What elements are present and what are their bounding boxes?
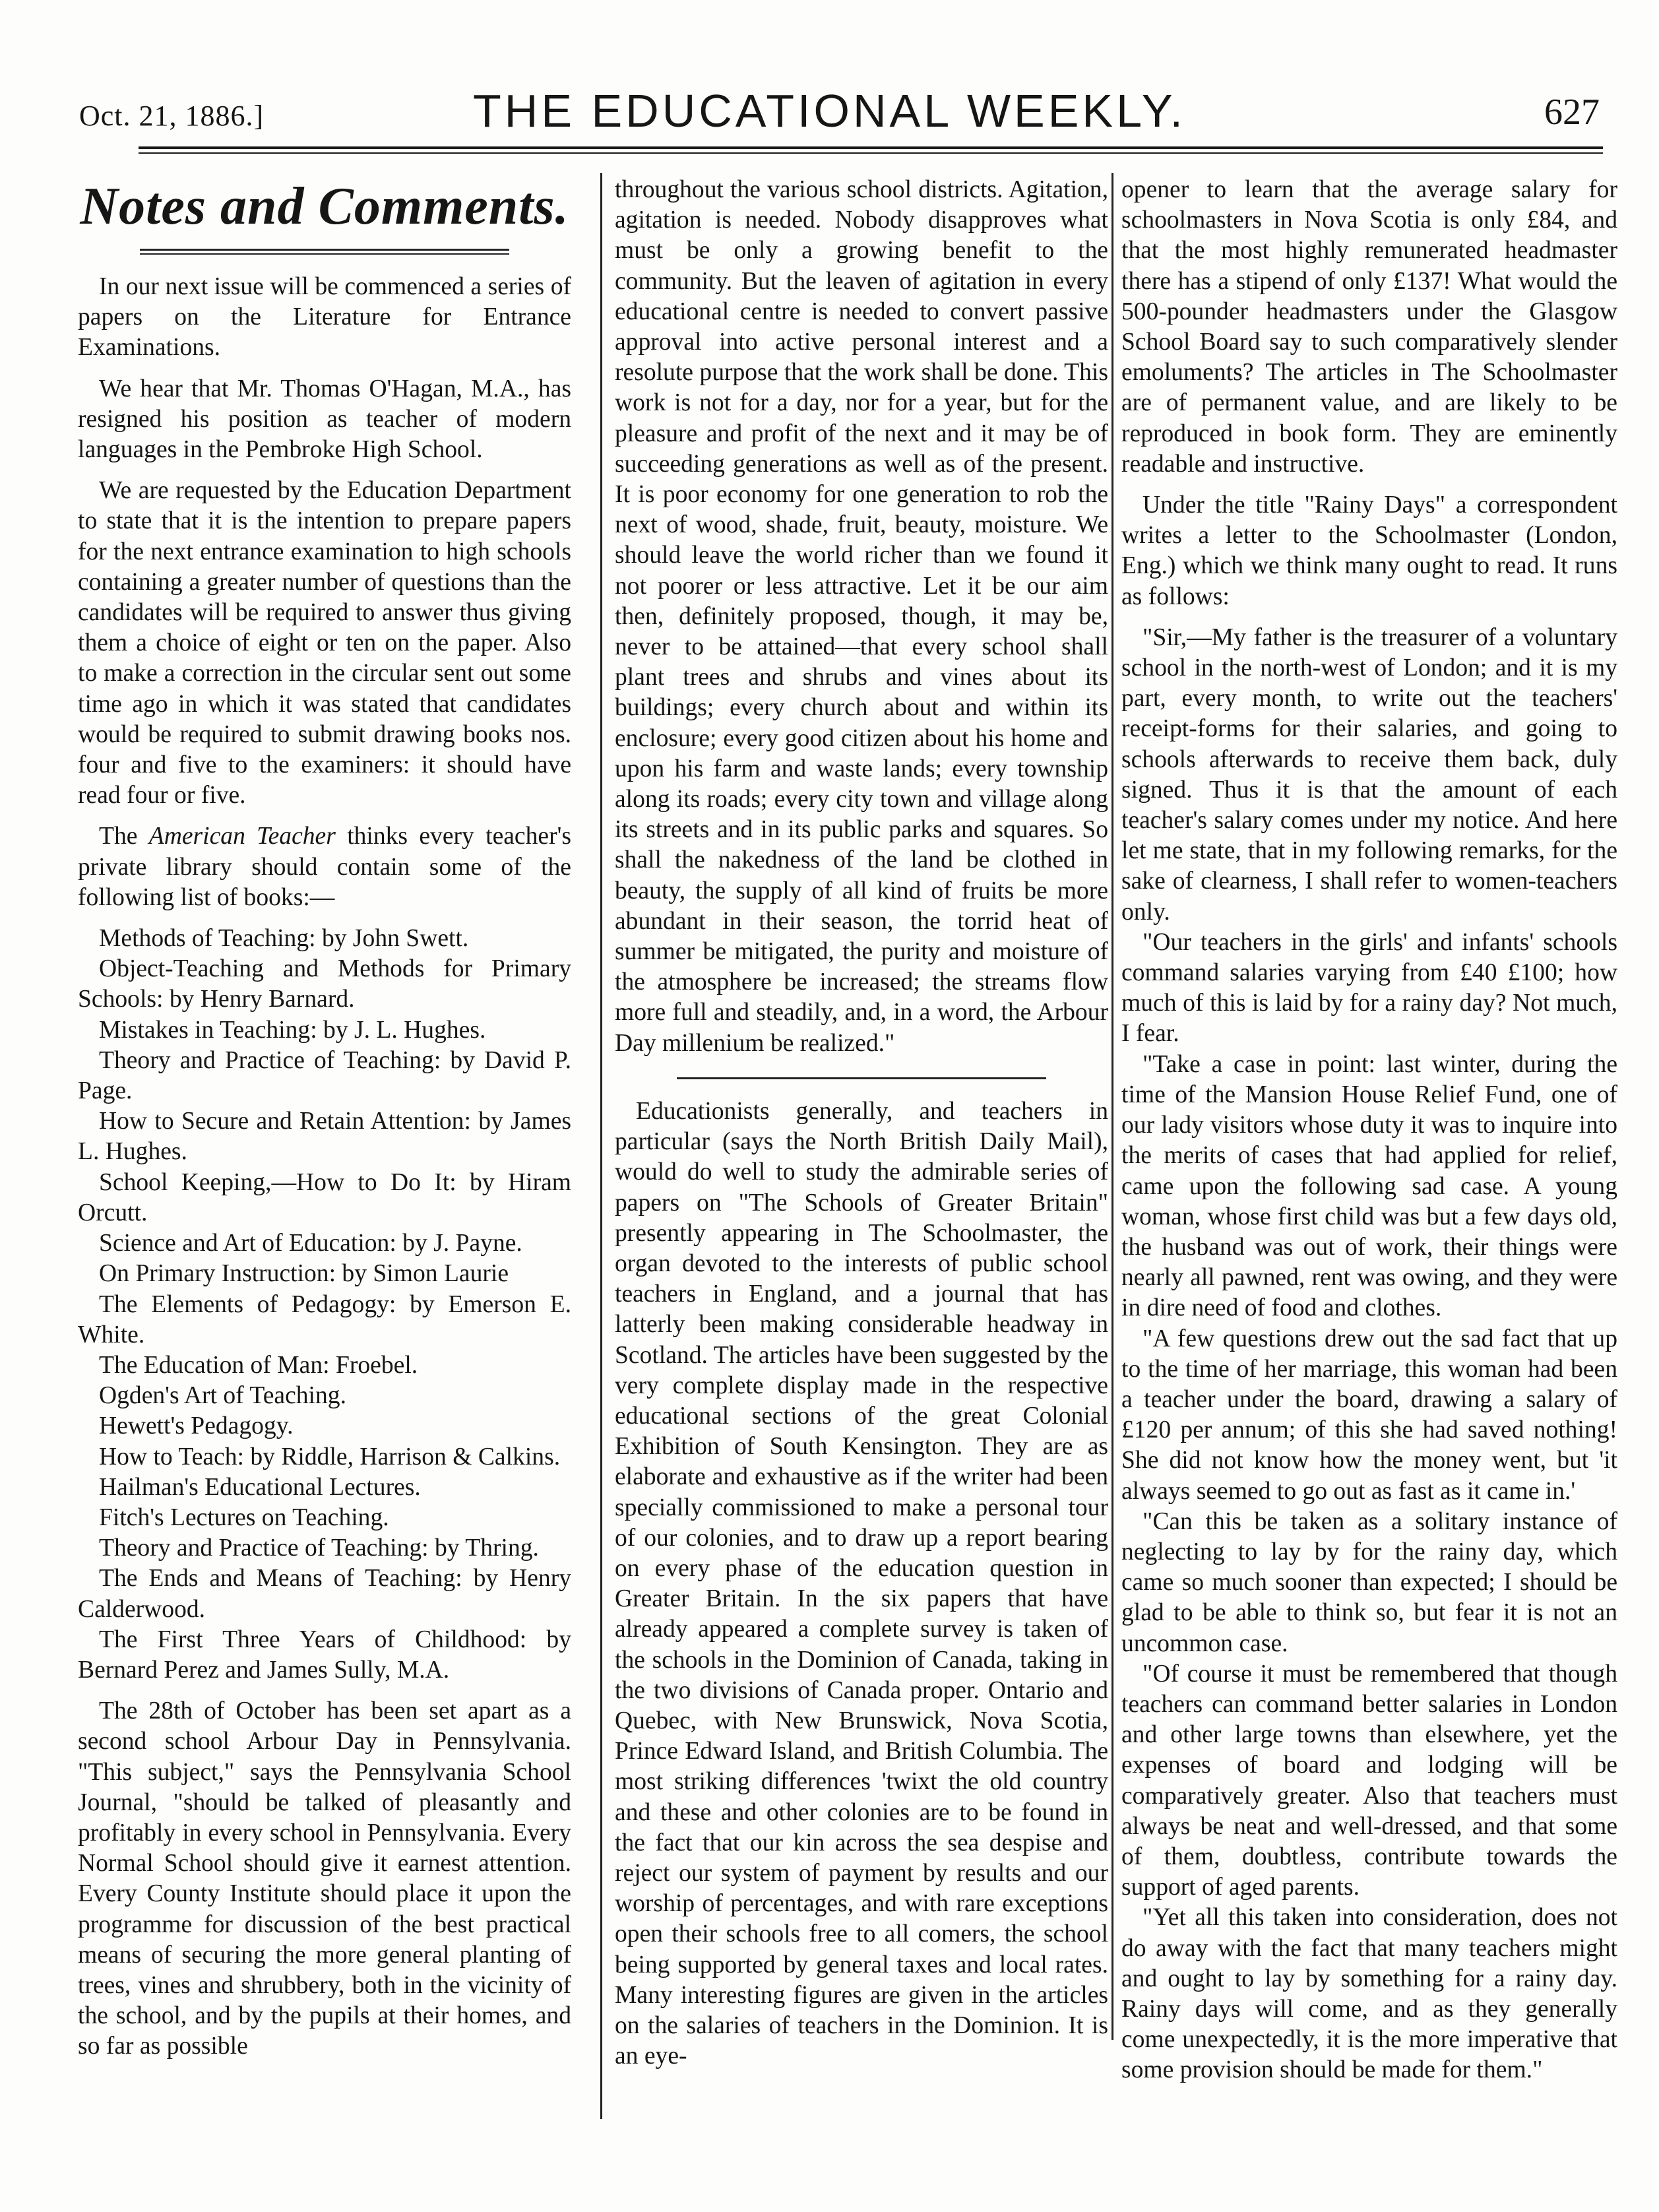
book-list-item: The Elements of Pedagogy: by Emerson E. White. [78, 1290, 571, 1348]
header-rule [139, 146, 1603, 154]
paragraph: We hear that Mr. Thomas O'Hagan, M.A., has resigned his position as teacher of modern languages in the Pembroke High School. [78, 375, 571, 464]
book-list-item: Mistakes in Teaching: by J. L. Hughes. [99, 1016, 486, 1044]
book-list-item: Methods of Teaching: by John Swett. [99, 925, 469, 953]
paragraph: The 28th of October has been set apart as a second school Arbour Day in Pennsylvania. "This subject," says the Pennsylvania School Journal, "should be talked of pleasantly and profitably in every school in Pennsylvania. Every Normal School should give it earnest attention. Every County Institute should place it upon the programme for discussion of the best practical means of securing the more general planting of trees, vines and shrubbery, both in the vicinity of the school, and by the pupils at their homes, and so far as possible [78, 1697, 571, 2060]
book-list-item: The Ends and Means of Teaching: by Henry Calderwood. [78, 1565, 571, 1623]
paragraph: opener to learn that the average salary for schoolmasters in Nova Scotia is only £84, and that the most highly remunerated headmaster there has a stipend of only £137! What would the 500-pounder headmasters under the Glasgow School Board say to such comparatively slender emoluments? The articles in The Schoolmaster are of permanent value, and are likely to be reproduced in book form. They are eminently readable and instructive. [1121, 176, 1617, 478]
column-1 [78, 175, 571, 2212]
paragraph: throughout the various school districts. Agitation, agitation is needed. Nobody disapproves what must be only a growing benefit to the community. But the leaven of agitation in every educational centre is needed to convert passive approval into active personal interest and a resolute purpose that the work shall be done. This work is not for a day, nor for a year, but for the pleasure and profit of the next and it may be of succeeding generations as well as of the present. It is poor economy for one generation to rob the next of wood, shade, fruit, beauty, moisture. We should leave the world richer than we found it not poorer or less attractive. Let it be our aim then, definitely proposed, though, it may be, never to be attained—that every school shall plant trees and shrubs and vines about its buildings; every church about and within its enclosure; every good citizen about his home and upon his farm and waste lands; every township along its roads; every city town and village along its streets and in its public parks and squares. So shall the nakedness of the land be clothed in beauty, the supply of all kind of fruits be more abundant in their season, the torrid heat of summer be mitigated, the purity and moisture of the atmosphere be increased; the streams flow more full and steadily, and, in a word, the Arbour Day millenium be realized." [615, 176, 1108, 1057]
paragraph: We are requested by the Education Department to state that it is the intention to prepare papers for the next entrance examination to high schools containing a greater number of questions than the candidates will be required to answer thus giving them a choice of eight or ten on the paper. Also to make a correction in the circular sent out some time ago in which it was stated that candidates would be required to submit drawing books nos. four and five to the examiners: it should have read four or five. [78, 477, 571, 809]
quoted-paragraph: "Our teachers in the girls' and infants' schools command salaries varying from £40 £100; how much of this is laid by for a rainy day? Not much, I fear. [1121, 928, 1617, 1048]
book-list-item: Fitch's Lectures on Teaching. [99, 1503, 389, 1531]
book-list-item: Hewett's Pedagogy. [99, 1412, 294, 1440]
book-list-item: Science and Art of Education: by J. Payne. [99, 1230, 522, 1257]
heading-rule [140, 249, 509, 255]
paragraph-text: thinks every teacher's private library should contain some of the following list of books:— [78, 823, 571, 911]
periodical-title: American Teacher [148, 823, 336, 850]
paragraph: In our next issue will be commenced a series of papers on the Literature for Entrance Examinations. [78, 273, 571, 362]
book-list-item: Hailman's Educational Lectures. [99, 1473, 421, 1501]
paragraph: Educationists generally, and teachers in particular (says the North British Daily Mail), would do well to study the admirable series of papers on "The Schools of Greater Britain" presently appearing in The Schoolmaster, the organ devoted to the interests of public school teachers in England, and a journal that has latterly been making considerable headway in Scotland. The articles have been suggested by the very complete display made in the respective educational sections of the great Colonial Exhibition of South Kensington. They are as elaborate and exhaustive as if the writer had been specially commissioned to make a personal tour of our colonies, and to draw up a report bearing on every phase of the education question in Greater Britain. In the six papers that have already appeared a complete survey is taken of the schools in the Dominion of Canada, taking in the two divisions of Canada proper. Ontario and Quebec, with New Brunswick, Nova Scotia, Prince Edward Island, and British Columbia. The most striking differences 'twixt the old country and these and other colonies are to be found in the fact that our kin across the sea despise and reject our system of payment by results and our worship of percentages, and with rare exceptions open their schools free to all comers, the school being supported by general taxes and local rates. Many interesting figures are given in the articles on the salaries of teachers in the Dominion. It is an eye- [615, 1097, 1108, 2070]
column-3 [1121, 175, 1617, 2212]
publication-title: THE EDUCATIONAL WEEKLY. [473, 85, 1186, 137]
book-list-item: The Education of Man: Froebel. [99, 1351, 418, 1379]
book-list-item: Theory and Practice of Teaching: by David P. Page. [78, 1046, 571, 1105]
issue-date: Oct. 21, 1886.] [79, 100, 265, 132]
book-list-item: Object-Teaching and Methods for Primary Schools: by Henry Barnard. [78, 955, 571, 1013]
page-number: 627 [1544, 92, 1600, 133]
book-list-item: On Primary Instruction: by Simon Laurie [99, 1260, 509, 1288]
column-2 [615, 175, 1108, 2212]
section-rule [677, 1077, 1046, 1079]
paragraph: Under the title "Rainy Days" a correspondent writes a letter to the Schoolmaster (London, Eng.) which we think many ought to read. It runs as follows: [1121, 491, 1617, 610]
quoted-paragraph: "Yet all this taken into consideration, does not do away with the fact that many teachers might and ought to lay by something for a rainy day. Rainy days will come, and as they generally come unexpectedly, it is the more imperative that some provision should be made for them." [1121, 1904, 1617, 2084]
quoted-paragraph: "Take a case in point: last winter, during the time of the Mansion House Relief Fund, one of our lady visitors whose duty it was to inquire into the merits of cases that had applied for relief, came upon the following sad case. A young woman, whose first child was but a few days old, the husband was out of work, their things were nearly all pawned, rent was owing, and they were in dire need of food and clothes. [1121, 1050, 1617, 1322]
section-heading: Notes and Comments. [80, 177, 569, 236]
quoted-paragraph: "Of course it must be remembered that though teachers can command better salaries in London and other large towns than elsewhere, yet the expenses of board and lodging will be comparatively greater. Also that teachers must always be neat and well-dressed, and that some of them, doubtless, contribute towards the support of aged parents. [1121, 1660, 1617, 1901]
book-list-item: How to Secure and Retain Attention: by James L. Hughes. [78, 1108, 571, 1166]
book-list [78, 924, 571, 1686]
column-divider [1111, 173, 1113, 2040]
paragraph [78, 821, 571, 913]
page-header [0, 0, 1659, 152]
book-list-item: School Keeping,—How to Do It: by Hiram Orcutt. [78, 1168, 571, 1226]
quoted-paragraph: "A few questions drew out the sad fact that up to the time of her marriage, this woman had been a teacher under the board, drawing a salary of £120 per annum; of this she had saved nothing! She did not know how the money went, but 'it always seemed to go out as fast as it came in.' [1121, 1325, 1617, 1505]
book-list-item: The First Three Years of Childhood: by Bernard Perez and James Sully, M.A. [78, 1626, 571, 1684]
book-list-item: Ogden's Art of Teaching. [99, 1382, 346, 1410]
column-divider [600, 173, 602, 2119]
quoted-paragraph: "Can this be taken as a solitary instance of neglecting to lay by for the rainy day, which came so much sooner than expected; I should be glad to be able to think so, but fear it is not an uncommon case. [1121, 1507, 1617, 1657]
book-list-item: How to Teach: by Riddle, Harrison & Calkins. [99, 1443, 561, 1470]
quoted-paragraph: "Sir,—My father is the treasurer of a voluntary school in the north-west of London; and it is my part, every month, to write out the teachers' receipt-forms for their salaries, and going to schools afterwards to receive them back, duly signed. Thus it is that the amount of each teacher's salary comes under my notice. And here let me state, that in my following remarks, for the sake of clearness, I shall refer to women-teachers only. [1121, 623, 1617, 926]
book-list-item: Theory and Practice of Teaching: by Thring. [99, 1534, 539, 1562]
paragraph-lead: The [99, 823, 138, 850]
